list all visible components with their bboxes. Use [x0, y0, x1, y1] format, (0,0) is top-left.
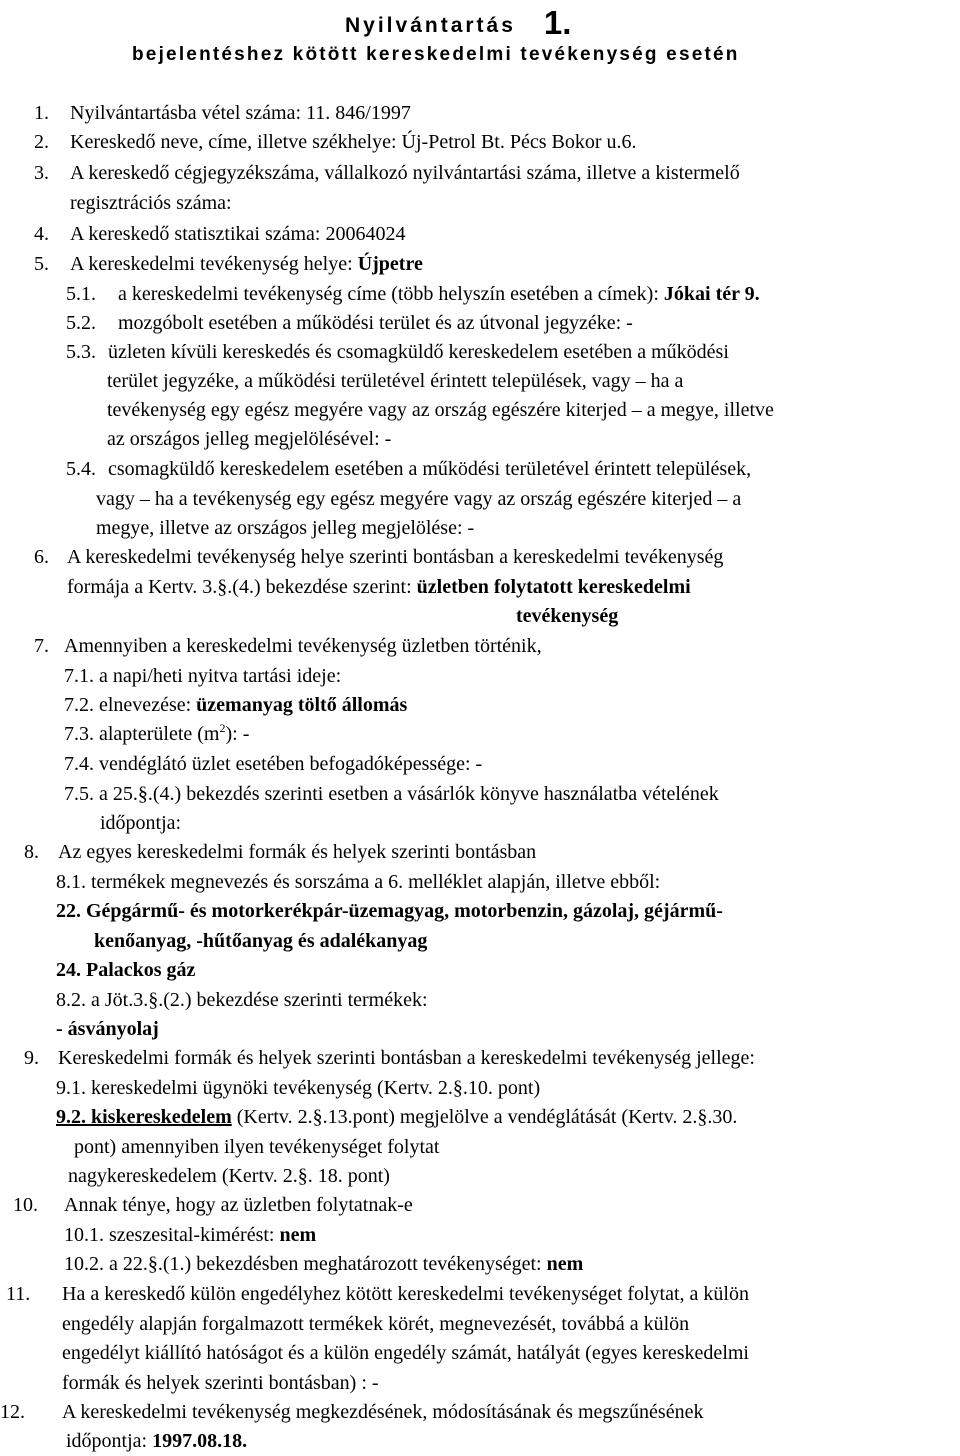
item-label-end: ): - — [225, 723, 250, 745]
item-11 — [6, 1282, 749, 1306]
product-24: 24. Palackos gáz — [56, 959, 196, 981]
superscript: 2 — [219, 721, 226, 735]
item-9-2-line-3: nagykereskedelem (Kertv. 2.§. 18. pont) — [68, 1165, 390, 1187]
item-value: nem — [279, 1224, 317, 1246]
product-22-line-2: kenőanyag, -hűtőanyag és adalékanyag — [94, 930, 428, 952]
item-number: 6. — [34, 546, 49, 568]
item-label: mozgóbolt esetében a működési terület és az útvonal jegyzéke: - — [118, 312, 633, 334]
item-value: üzletben folytatott kereskedelmi — [416, 576, 691, 598]
item-number: 3. — [34, 162, 49, 184]
item-label: A kereskedő statisztikai száma: 20064024 — [70, 223, 406, 245]
item-5-4 — [66, 457, 751, 481]
item-label: Annak ténye, hogy az üzletben folytatnak-e — [64, 1194, 413, 1216]
item-7-3 — [64, 722, 249, 746]
item-label: Kereskedelmi formák és helyek szerinti bontásban a kereskedelmi tevékenység jellege: — [58, 1047, 755, 1069]
title-word: Nyilvántartás — [345, 14, 516, 37]
item-number: 5.3. — [66, 341, 96, 363]
item-label: A kereskedelmi tevékenység helye: — [70, 253, 353, 275]
item-label: 7.3. alapterülete (m — [64, 723, 220, 745]
item-number: 11. — [6, 1283, 31, 1305]
product-22: 22. Gépgármű- és motorkerékpár-üzemagyag, motorbenzin, gázolaj, géjármű- — [56, 900, 723, 922]
item-5-4-line-3: megye, illetve az országos jelleg megjelölése: - — [96, 517, 475, 539]
item-label: A kereskedő cégjegyzékszáma, vállalkozó nyilvántartási száma, illetve a kistermelő — [70, 162, 740, 184]
item-label: Ha a kereskedő külön engedélyhez kötött kereskedelmi tevékenységet folytat, a külön — [62, 1283, 749, 1305]
item-7-4: 7.4. vendéglátó üzlet esetében befogadóképessége: - — [64, 753, 483, 775]
item-value: üzemanyag töltő állomás — [196, 694, 408, 716]
item-number: 1. — [34, 102, 49, 124]
item-label: időpontja: — [66, 1430, 148, 1452]
item-12-line-2 — [66, 1429, 247, 1453]
item-number: 9. — [24, 1047, 39, 1069]
item-label: 10.2. a 22.§.(1.) bekezdésben meghatározott tevékenységet: — [64, 1253, 542, 1275]
item-10-2 — [64, 1252, 583, 1276]
item-9-2-line-2: pont) amennyiben ilyen tevékenységet folytat — [74, 1136, 440, 1158]
item-number: 5. — [34, 253, 49, 275]
item-label: a kereskedelmi tevékenység címe (több helyszín esetében a címek): — [118, 283, 659, 305]
item-value: 1997.08.18. — [152, 1430, 248, 1452]
item-10 — [13, 1193, 413, 1217]
item-number: 12. — [0, 1401, 25, 1423]
item-8-2: 8.2. a Jöt.3.§.(2.) bekezdése szerinti termékek: — [56, 989, 428, 1011]
item-11-line-2: engedély alapján forgalmazott termékek körét, megnevezését, továbbá a külön — [62, 1313, 690, 1335]
item-value: 11. 846/1997 — [306, 102, 411, 124]
item-11-line-3: engedélyt kiállító hatóságot és a külön engedély számát, hatályát (egyes kereskedelmi — [62, 1342, 749, 1364]
item-number: 5.1. — [66, 283, 96, 305]
item-8-2-value: - ásványolaj — [56, 1018, 159, 1040]
item-5-1 — [66, 282, 760, 306]
item-label: Kereskedő neve, címe, illetve székhelye: — [70, 131, 397, 153]
item-5-3-line-2: terület jegyzéke, a működési területével érintett települések, vagy – ha a — [107, 370, 684, 392]
item-4 — [34, 222, 405, 246]
page-title — [345, 4, 571, 42]
item-label: formája a Kertv. 3.§.(4.) bekezdése szerint: — [67, 576, 412, 598]
item-label: csomagküldő kereskedelem esetében a működési területével érintett települések, — [108, 458, 752, 480]
item-number: 10. — [13, 1194, 38, 1216]
item-label: 7.2. elnevezése: — [64, 694, 192, 716]
item-8-1: 8.1. termékek megnevezés és sorszáma a 6. melléklet alapján, illetve ebből: — [56, 871, 661, 893]
item-11-line-4: formák és helyek szerinti bontásban) : - — [62, 1372, 379, 1394]
item-5-3-line-4: az országos jelleg megjelölésével: - — [107, 428, 392, 450]
item-5 — [34, 252, 423, 276]
item-label: A kereskedelmi tevékenység helye szerinti bontásban a kereskedelmi tevékenység — [67, 546, 724, 568]
item-value: Új-Petrol Bt. Pécs Bokor u.6. — [401, 131, 637, 153]
item-label: Nyilvántartásba vétel száma: — [70, 102, 302, 124]
item-number: 5.2. — [66, 312, 96, 334]
item-7-5: 7.5. a 25.§.(4.) bekezdés szerinti esetben a vásárlók könyve használatba vételének — [64, 783, 719, 805]
item-6 — [34, 545, 723, 569]
item-7-1: 7.1. a napi/heti nyitva tartási ideje: — [64, 665, 342, 687]
item-5-3-line-3: tevékenység egy egész megyére vagy az ország egészére kiterjed – a megye, illetve — [107, 399, 774, 421]
item-3 — [34, 161, 740, 185]
item-number: 2. — [34, 131, 49, 153]
item-9 — [24, 1046, 755, 1070]
item-label: A kereskedelmi tevékenység megkezdésének, módosításának és megszűnésének — [62, 1401, 704, 1423]
item-1 — [34, 101, 411, 125]
item-5-4-line-2: vagy – ha a tevékenység egy egész megyére vagy az ország egészére kiterjed – a — [96, 488, 742, 510]
item-value: nem — [546, 1253, 584, 1275]
item-number: 8. — [24, 841, 39, 863]
item-label: Az egyes kereskedelmi formák és helyek szerinti bontásban — [58, 841, 537, 863]
item-8 — [24, 840, 536, 864]
item-number: 5.4. — [66, 458, 96, 480]
item-7-5-line-2: időpontja: — [100, 812, 182, 834]
page-subtitle: bejelentéshez kötött kereskedelmi tevékenység esetén — [132, 44, 740, 65]
item-5-3 — [66, 340, 729, 364]
item-6-value-line-2: tevékenység — [516, 605, 619, 627]
item-value: Újpetre — [357, 253, 423, 275]
item-9-1: 9.1. kereskedelmi ügynöki tevékenység (Kertv. 2.§.10. pont) — [56, 1077, 541, 1099]
item-value: Jókai tér 9. — [663, 283, 760, 305]
item-9-2 — [56, 1105, 737, 1129]
item-number: 7. — [34, 635, 49, 657]
item-label: üzleten kívüli kereskedés és csomagküldő kereskedelem esetében a működési — [108, 341, 729, 363]
item-label: 10.1. szeszesital-kimérést: — [64, 1224, 275, 1246]
item-3-line-2: regisztrációs száma: — [70, 192, 232, 214]
item-7 — [34, 634, 542, 658]
item-7-2 — [64, 693, 407, 717]
item-5-2 — [66, 311, 633, 335]
item-2 — [34, 130, 637, 154]
title-number: 1. — [543, 4, 572, 41]
item-number: 4. — [34, 223, 49, 245]
item-value: 9.2. kiskereskedelem — [56, 1106, 232, 1128]
item-12 — [0, 1400, 703, 1424]
item-10-1 — [64, 1223, 316, 1247]
item-6-line-2 — [67, 575, 691, 599]
item-label: Amennyiben a kereskedelmi tevékenység üzletben történik, — [64, 635, 542, 657]
item-label: (Kertv. 2.§.13.pont) megjelölve a vendéglátását (Kertv. 2.§.30. — [236, 1106, 738, 1128]
